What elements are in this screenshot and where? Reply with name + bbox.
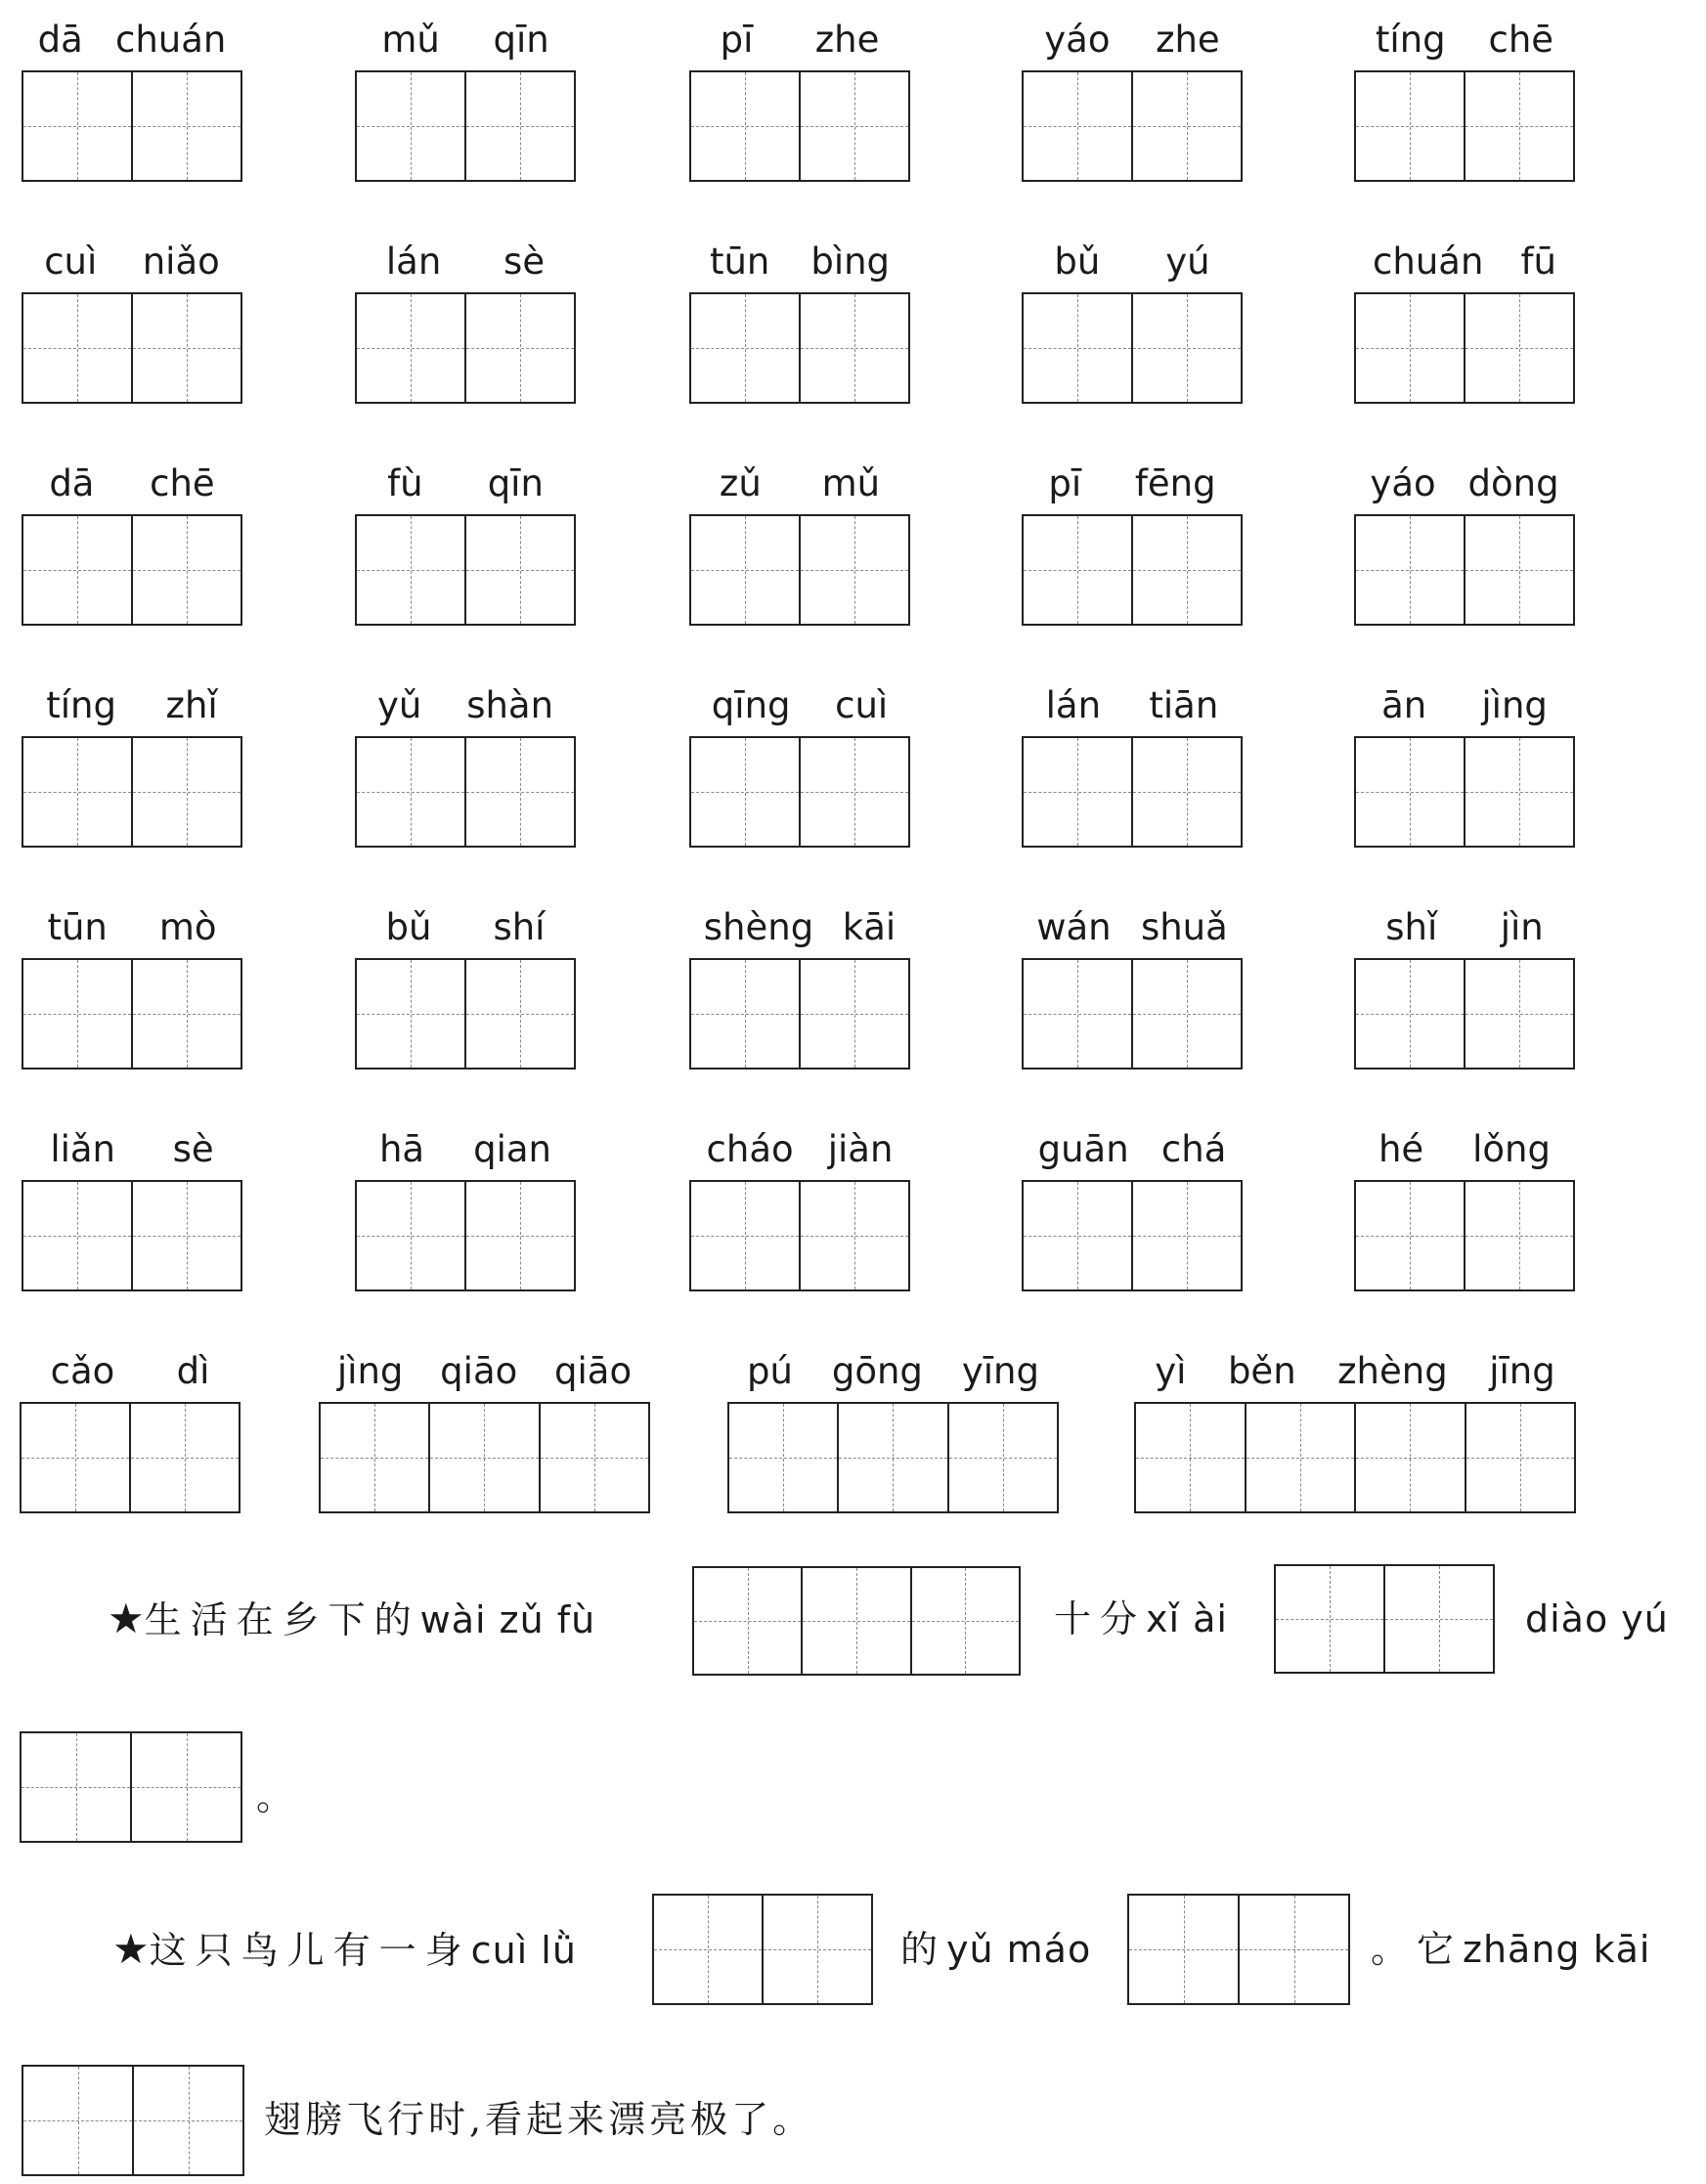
answer-box[interactable] xyxy=(22,2065,244,2176)
pinyin-syllable: bǔ xyxy=(1054,240,1101,283)
writing-box[interactable] xyxy=(689,292,910,404)
character-cell[interactable] xyxy=(799,294,908,402)
character-cell[interactable] xyxy=(23,294,131,402)
character-cell[interactable] xyxy=(1356,960,1464,1068)
pinyin-syllable: sè xyxy=(172,1128,214,1170)
pinyin-syllable: cháo xyxy=(706,1128,794,1170)
character-cell[interactable] xyxy=(357,960,464,1068)
pinyin-syllable: yáo xyxy=(1044,19,1111,61)
pinyin-syllable: zhèng xyxy=(1337,1350,1448,1392)
pinyin-label xyxy=(689,683,910,728)
pinyin-syllable: tūn xyxy=(47,906,108,948)
character-cell[interactable] xyxy=(799,1182,908,1289)
character-cell[interactable] xyxy=(357,72,464,180)
writing-box[interactable] xyxy=(22,736,242,848)
character-cell[interactable] xyxy=(464,72,574,180)
character-cell[interactable] xyxy=(799,738,908,846)
character-cell[interactable] xyxy=(1354,1404,1465,1511)
character-cell[interactable] xyxy=(691,738,799,846)
writing-box[interactable] xyxy=(355,70,576,182)
character-cell[interactable] xyxy=(1356,738,1464,846)
pinyin-syllable: fù xyxy=(387,462,423,504)
character-cell[interactable] xyxy=(1464,294,1573,402)
character-cell[interactable] xyxy=(1356,516,1464,624)
pinyin-syllable: qian xyxy=(473,1128,551,1170)
sentence-2 xyxy=(112,1922,577,1977)
character-cell[interactable] xyxy=(947,1404,1057,1511)
sentence-1-middle: 十分xǐ ài xyxy=(1054,1597,1228,1640)
pinyin-syllable: chuán xyxy=(1373,240,1484,283)
pinyin-syllable: zhe xyxy=(814,19,880,61)
pinyin-syllable: jīng xyxy=(1489,1350,1555,1392)
pinyin-syllable: guān xyxy=(1037,1128,1129,1170)
pinyin-label xyxy=(20,1349,241,1394)
pinyin-label xyxy=(355,461,576,506)
sentence-2-pinyin-2: yǔ máo xyxy=(946,1928,1092,1971)
pinyin-syllable: dòng xyxy=(1467,462,1559,504)
sentence-1-pinyin-3: diào yú xyxy=(1525,1597,1669,1640)
character-cell[interactable] xyxy=(23,738,131,846)
pinyin-syllable: shèng xyxy=(703,906,814,948)
pinyin-syllable: chē xyxy=(1488,19,1554,61)
pinyin-syllable: liǎn xyxy=(50,1128,115,1170)
pinyin-label xyxy=(1022,18,1243,63)
pinyin-syllable: mò xyxy=(158,906,217,948)
character-cell[interactable] xyxy=(1356,1182,1464,1289)
character-cell[interactable] xyxy=(131,516,241,624)
character-cell[interactable] xyxy=(1131,72,1241,180)
character-cell[interactable] xyxy=(1464,516,1573,624)
character-cell[interactable] xyxy=(691,516,799,624)
writing-box[interactable] xyxy=(20,1402,241,1513)
pinyin-syllable: qiāo xyxy=(440,1350,518,1392)
character-cell[interactable] xyxy=(1024,960,1131,1068)
sentence-1-pinyin-2: xǐ ài xyxy=(1146,1597,1228,1640)
pinyin-label xyxy=(22,240,242,284)
writing-box[interactable] xyxy=(1354,292,1575,404)
pinyin-syllable: cuì xyxy=(44,240,98,283)
writing-box[interactable] xyxy=(355,958,576,1070)
pinyin-syllable: shàn xyxy=(466,684,554,726)
pinyin-label xyxy=(1022,461,1243,506)
pinyin-label xyxy=(1354,905,1575,950)
pinyin-syllable: bǔ xyxy=(385,906,432,948)
character-cell[interactable] xyxy=(837,1404,946,1511)
pinyin-syllable: jìn xyxy=(1500,906,1544,948)
pinyin-label xyxy=(355,18,576,63)
character-cell[interactable] xyxy=(23,516,131,624)
pinyin-syllable: cǎo xyxy=(50,1350,115,1392)
character-cell[interactable] xyxy=(1465,1404,1575,1511)
character-cell[interactable] xyxy=(1245,1404,1355,1511)
pinyin-syllable: zhe xyxy=(1156,19,1220,61)
character-cell[interactable] xyxy=(321,1404,428,1511)
pinyin-label xyxy=(1354,683,1575,728)
character-cell[interactable] xyxy=(691,960,799,1068)
pinyin-syllable: qīng xyxy=(711,684,791,726)
pinyin-label xyxy=(689,1127,910,1172)
pinyin-syllable: yáo xyxy=(1370,462,1436,504)
writing-box[interactable] xyxy=(1022,70,1243,182)
pinyin-syllable: jiàn xyxy=(827,1128,894,1170)
pinyin-label xyxy=(355,1127,576,1172)
writing-box[interactable] xyxy=(355,1180,576,1291)
character-cell[interactable] xyxy=(131,960,241,1068)
pinyin-label xyxy=(727,1349,1059,1394)
writing-box[interactable] xyxy=(727,1402,1059,1513)
pinyin-syllable: qīn xyxy=(493,19,549,61)
character-cell[interactable] xyxy=(23,72,131,180)
pinyin-syllable: chuán xyxy=(115,19,227,61)
pinyin-syllable: sè xyxy=(503,240,546,283)
character-cell[interactable] xyxy=(799,516,908,624)
pinyin-syllable: dì xyxy=(176,1350,210,1392)
character-cell[interactable] xyxy=(131,72,241,180)
writing-box[interactable] xyxy=(1022,514,1243,626)
writing-box[interactable] xyxy=(689,1180,910,1291)
writing-box[interactable] xyxy=(1022,292,1243,404)
pinyin-label xyxy=(319,1349,650,1394)
character-cell[interactable] xyxy=(357,294,464,402)
pinyin-label xyxy=(1022,240,1243,284)
character-cell[interactable] xyxy=(23,960,131,1068)
character-cell[interactable] xyxy=(428,1404,538,1511)
character-cell[interactable] xyxy=(357,738,464,846)
pinyin-label xyxy=(22,18,242,63)
pinyin-syllable: kāi xyxy=(842,906,897,948)
writing-box[interactable] xyxy=(355,514,576,626)
pinyin-syllable: pī xyxy=(720,19,754,61)
pinyin-syllable: cuì xyxy=(835,684,889,726)
character-cell[interactable] xyxy=(464,738,574,846)
pinyin-syllable: qiāo xyxy=(554,1350,633,1392)
character-cell[interactable] xyxy=(464,516,574,624)
character-cell[interactable] xyxy=(22,1404,129,1511)
pinyin-label xyxy=(1022,1127,1243,1172)
pinyin-syllable: chē xyxy=(150,462,215,504)
character-cell[interactable] xyxy=(1131,294,1241,402)
writing-box[interactable] xyxy=(355,736,576,848)
writing-box[interactable] xyxy=(689,70,910,182)
pinyin-syllable: yì xyxy=(1155,1350,1187,1392)
pinyin-label xyxy=(1354,461,1575,506)
character-cell[interactable] xyxy=(1024,72,1131,180)
writing-box[interactable] xyxy=(22,70,242,182)
writing-box[interactable] xyxy=(1354,958,1575,1070)
pinyin-syllable: gōng xyxy=(831,1350,923,1392)
pinyin-label xyxy=(1022,905,1243,950)
pinyin-syllable: mǔ xyxy=(381,19,440,61)
answer-box[interactable] xyxy=(692,1566,1021,1676)
pinyin-label xyxy=(689,905,910,950)
character-cell[interactable] xyxy=(23,1182,131,1289)
pinyin-syllable: tíng xyxy=(46,684,116,726)
character-cell[interactable] xyxy=(464,960,574,1068)
writing-box[interactable] xyxy=(22,958,242,1070)
pinyin-syllable: běn xyxy=(1227,1350,1296,1392)
character-cell[interactable] xyxy=(1356,294,1464,402)
answer-box[interactable] xyxy=(1127,1894,1350,2005)
pinyin-syllable: lán xyxy=(385,240,442,283)
pinyin-syllable: pī xyxy=(1048,462,1082,504)
pinyin-syllable: yǔ xyxy=(376,684,422,726)
character-cell[interactable] xyxy=(799,960,908,1068)
writing-box[interactable] xyxy=(22,514,242,626)
pinyin-label xyxy=(22,905,242,950)
character-cell[interactable] xyxy=(464,1182,574,1289)
pinyin-label xyxy=(689,461,910,506)
pinyin-syllable: tiān xyxy=(1149,684,1219,726)
pinyin-syllable: tíng xyxy=(1375,19,1446,61)
writing-box[interactable] xyxy=(689,736,910,848)
sentence-2-middle: 的yǔ máo xyxy=(900,1928,1092,1971)
pinyin-label xyxy=(1354,1127,1575,1172)
answer-box[interactable] xyxy=(652,1894,873,2005)
pinyin-syllable: yú xyxy=(1165,240,1210,283)
writing-box[interactable] xyxy=(1354,1180,1575,1291)
character-cell[interactable] xyxy=(1024,516,1131,624)
star-icon: ★ xyxy=(112,1925,150,1973)
pinyin-syllable: shǐ xyxy=(1385,906,1438,948)
writing-box[interactable] xyxy=(355,292,576,404)
pinyin-syllable: shuǎ xyxy=(1140,906,1228,948)
sentence-2-lead: 这只鸟儿有一身 xyxy=(149,1929,471,1972)
character-cell[interactable] xyxy=(357,516,464,624)
writing-box[interactable] xyxy=(319,1402,650,1513)
sentence-1-lead: 生活在乡下的 xyxy=(144,1598,420,1641)
pinyin-syllable: ān xyxy=(1381,684,1427,726)
character-cell[interactable] xyxy=(1024,738,1131,846)
pinyin-label xyxy=(22,1127,242,1172)
character-cell[interactable] xyxy=(1024,1182,1131,1289)
writing-box[interactable] xyxy=(1022,958,1243,1070)
pinyin-label xyxy=(355,240,576,284)
sentence-2-end: 翅膀飞行时,看起来漂亮极了。 xyxy=(264,2098,814,2141)
pinyin-syllable: niǎo xyxy=(142,240,220,283)
pinyin-syllable: zhǐ xyxy=(165,684,218,726)
pinyin-syllable: hé xyxy=(1378,1128,1424,1170)
writing-box[interactable] xyxy=(22,292,242,404)
pinyin-syllable: lǒng xyxy=(1472,1128,1551,1170)
pinyin-syllable: hā xyxy=(378,1128,425,1170)
character-cell[interactable] xyxy=(729,1404,837,1511)
sentence-2-pinyin-1: cuì lǜ xyxy=(470,1929,577,1972)
writing-box[interactable] xyxy=(1354,736,1575,848)
writing-box[interactable] xyxy=(689,958,910,1070)
character-cell[interactable] xyxy=(1131,738,1241,846)
star-icon: ★ xyxy=(108,1594,145,1642)
writing-box[interactable] xyxy=(689,514,910,626)
pinyin-syllable: yīng xyxy=(961,1350,1039,1392)
pinyin-syllable: dā xyxy=(49,462,95,504)
pinyin-syllable: fū xyxy=(1520,240,1556,283)
character-cell[interactable] xyxy=(1131,960,1241,1068)
pinyin-syllable: jìng xyxy=(1481,684,1548,726)
pinyin-syllable: zǔ xyxy=(719,462,762,504)
character-cell[interactable] xyxy=(539,1404,648,1511)
pinyin-label xyxy=(1354,240,1575,284)
sentence-2-tail: 。它zhāng kāi xyxy=(1371,1928,1651,1971)
pinyin-syllable: shí xyxy=(493,906,546,948)
pinyin-syllable: bìng xyxy=(810,240,891,283)
character-cell[interactable] xyxy=(1464,960,1573,1068)
character-cell[interactable] xyxy=(357,1182,464,1289)
pinyin-label xyxy=(1354,18,1575,63)
character-cell[interactable] xyxy=(131,738,241,846)
pinyin-label xyxy=(355,905,576,950)
sentence-1 xyxy=(108,1592,595,1646)
pinyin-syllable: wán xyxy=(1036,906,1112,948)
writing-box[interactable] xyxy=(22,1180,242,1291)
pinyin-syllable: fēng xyxy=(1134,462,1216,504)
writing-box[interactable] xyxy=(1134,1402,1576,1513)
pinyin-label xyxy=(1022,683,1243,728)
character-cell[interactable] xyxy=(1131,516,1241,624)
pinyin-syllable: chá xyxy=(1160,1128,1227,1170)
pinyin-label xyxy=(355,683,576,728)
character-cell[interactable] xyxy=(1356,72,1464,180)
character-cell[interactable] xyxy=(691,294,799,402)
character-cell[interactable] xyxy=(1024,294,1131,402)
character-cell[interactable] xyxy=(1131,1182,1241,1289)
character-cell[interactable] xyxy=(1136,1404,1245,1511)
pinyin-label xyxy=(689,18,910,63)
pinyin-label xyxy=(22,683,242,728)
writing-box[interactable] xyxy=(1022,736,1243,848)
writing-box[interactable] xyxy=(1022,1180,1243,1291)
character-cell[interactable] xyxy=(691,1182,799,1289)
pinyin-label xyxy=(689,240,910,284)
pinyin-syllable: mǔ xyxy=(821,462,881,504)
character-cell[interactable] xyxy=(129,1404,239,1511)
pinyin-syllable: lán xyxy=(1045,684,1102,726)
sentence-1-pinyin-1: wài zǔ fù xyxy=(419,1598,596,1641)
answer-box[interactable] xyxy=(20,1731,242,1843)
character-cell[interactable] xyxy=(799,72,908,180)
sentence-1-end: 。 xyxy=(256,1775,303,1818)
pinyin-syllable: dā xyxy=(37,19,83,61)
character-cell[interactable] xyxy=(1464,72,1573,180)
pinyin-syllable: tūn xyxy=(709,240,770,283)
pinyin-syllable: pú xyxy=(746,1350,793,1392)
character-cell[interactable] xyxy=(464,294,574,402)
character-cell[interactable] xyxy=(691,72,799,180)
character-cell[interactable] xyxy=(131,294,241,402)
sentence-2-pinyin-3: zhāng kāi xyxy=(1463,1928,1651,1971)
character-cell[interactable] xyxy=(1464,738,1573,846)
pinyin-label xyxy=(22,461,242,506)
writing-box[interactable] xyxy=(1354,514,1575,626)
character-cell[interactable] xyxy=(131,1182,241,1289)
character-cell[interactable] xyxy=(1464,1182,1573,1289)
pinyin-syllable: jìng xyxy=(336,1350,404,1392)
pinyin-label xyxy=(1134,1349,1576,1394)
pinyin-syllable: qīn xyxy=(487,462,544,504)
answer-box[interactable] xyxy=(1274,1564,1495,1674)
writing-box[interactable] xyxy=(1354,70,1575,182)
